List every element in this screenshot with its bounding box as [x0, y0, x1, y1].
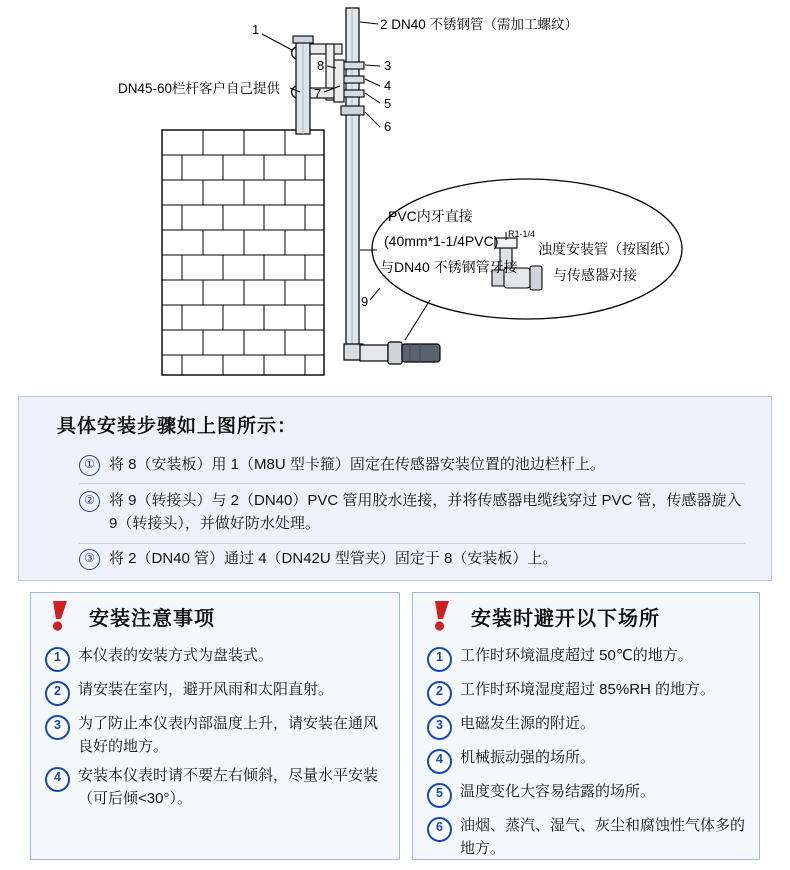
label-thread-size: R1-1/4: [508, 229, 536, 239]
item-number: 3: [427, 715, 452, 740]
avoid-list: [427, 645, 749, 867]
callout-8: 8: [317, 58, 325, 73]
item-text: 工作时环境湿度超过 85%RH 的地方。: [460, 681, 716, 698]
step-text: 将 8（安装板）用 1（M8U 型卡箍）固定在传感器安装位置的池边栏杆上。: [109, 456, 605, 473]
label-pvc-connector-line2: (40mm*1-1/4PVC): [384, 233, 499, 249]
item-text: 安装本仪表时请不要左右倾斜，尽量水平安装（可后倾<30°）。: [78, 767, 379, 807]
callout-5: 5: [384, 96, 392, 111]
label-turbidity-mount-line2: 与传感器对接: [553, 267, 637, 283]
notes-list: [45, 645, 389, 817]
label-dn40-pipe: 2 DN40 不锈钢管（需加工螺纹）: [380, 17, 579, 32]
list-item: [45, 679, 389, 706]
installation-steps-panel: [18, 396, 772, 581]
step-row: [79, 453, 745, 484]
list-item: [45, 765, 389, 810]
item-number: 6: [427, 817, 452, 842]
item-number: 1: [45, 647, 70, 672]
list-item: [45, 645, 389, 672]
item-number: 4: [427, 749, 452, 774]
step-number: ②: [79, 491, 100, 512]
callout-9: 9: [361, 294, 369, 309]
notes-box-header: [31, 593, 399, 639]
item-number: 3: [45, 715, 70, 740]
step-text: 将 2（DN40 管）通过 4（DN42U 型管夹）固定于 8（安装板）上。: [109, 550, 558, 567]
list-item: [427, 815, 749, 860]
item-number: 2: [45, 681, 70, 706]
warning-exclamation-icon: [429, 599, 463, 633]
avoid-box-title: 安装时避开以下场所: [471, 608, 660, 630]
item-number: 4: [45, 767, 70, 792]
item-text: 本仪表的安装方式为盘装式。: [78, 647, 274, 664]
step-number: ③: [79, 549, 100, 570]
list-item: [427, 679, 749, 706]
avoid-box-header: [413, 593, 759, 639]
callout-7: 7: [314, 86, 322, 101]
label-dn45-handrail: DN45-60栏杆客户自己提供: [118, 81, 281, 96]
item-text: 电磁发生源的附近。: [460, 715, 596, 732]
steps-title: 具体安装步骤如上图所示：: [57, 416, 298, 437]
list-item: [427, 713, 749, 740]
callout-6: 6: [384, 119, 392, 134]
dn40-pipe: [346, 8, 359, 350]
plate-pipe-arm: [334, 60, 344, 102]
list-item: [427, 747, 749, 774]
callout-4: 4: [384, 78, 392, 93]
item-text: 请安装在室内，避开风雨和太阳直射。: [78, 681, 334, 698]
callout-3: 3: [384, 58, 392, 73]
step-row: [79, 547, 745, 577]
item-text: 温度变化大容易结露的场所。: [460, 783, 656, 800]
label-pvc-connector-line3: 与DN40 不锈钢管牙接: [380, 259, 518, 275]
item-text: 油烟、蒸汽、湿气、灰尘和腐蚀性气体多的地方。: [460, 817, 746, 857]
brick-wall: [162, 130, 324, 375]
label-pvc-connector-line1: PVC内牙直接: [388, 208, 473, 224]
item-text: 工作时环境温度超过 50℃的地方。: [460, 647, 693, 664]
item-number: 5: [427, 783, 452, 808]
list-item: [427, 645, 749, 672]
list-item: [427, 781, 749, 808]
list-item: [45, 713, 389, 758]
step-number: ①: [79, 455, 100, 476]
label-turbidity-mount-line1: 浊度安装管（按图纸）: [538, 241, 678, 257]
item-number: 1: [427, 647, 452, 672]
step-text: 将 9（转接头）与 2（DN40）PVC 管用胶水连接，并将传感器电缆线穿过 PVC 管，传感器旋入 9（转接头），并做好防水处理。: [109, 492, 742, 533]
warning-exclamation-icon: [47, 599, 81, 633]
item-text: 为了防止本仪表内部温度上升，请安装在通风良好的地方。: [78, 715, 379, 755]
installation-notes-box: [30, 592, 400, 860]
diagram-drawing: [0, 0, 790, 390]
item-text: 机械振动强的场所。: [460, 749, 596, 766]
avoid-locations-box: [412, 592, 760, 860]
callout-1: 1: [252, 22, 260, 37]
item-number: 2: [427, 681, 452, 706]
notes-box-title: 安装注意事项: [89, 608, 215, 630]
step-row: [79, 489, 745, 544]
installation-diagram: [0, 0, 790, 390]
bottom-elbow-sensor: [344, 342, 440, 364]
